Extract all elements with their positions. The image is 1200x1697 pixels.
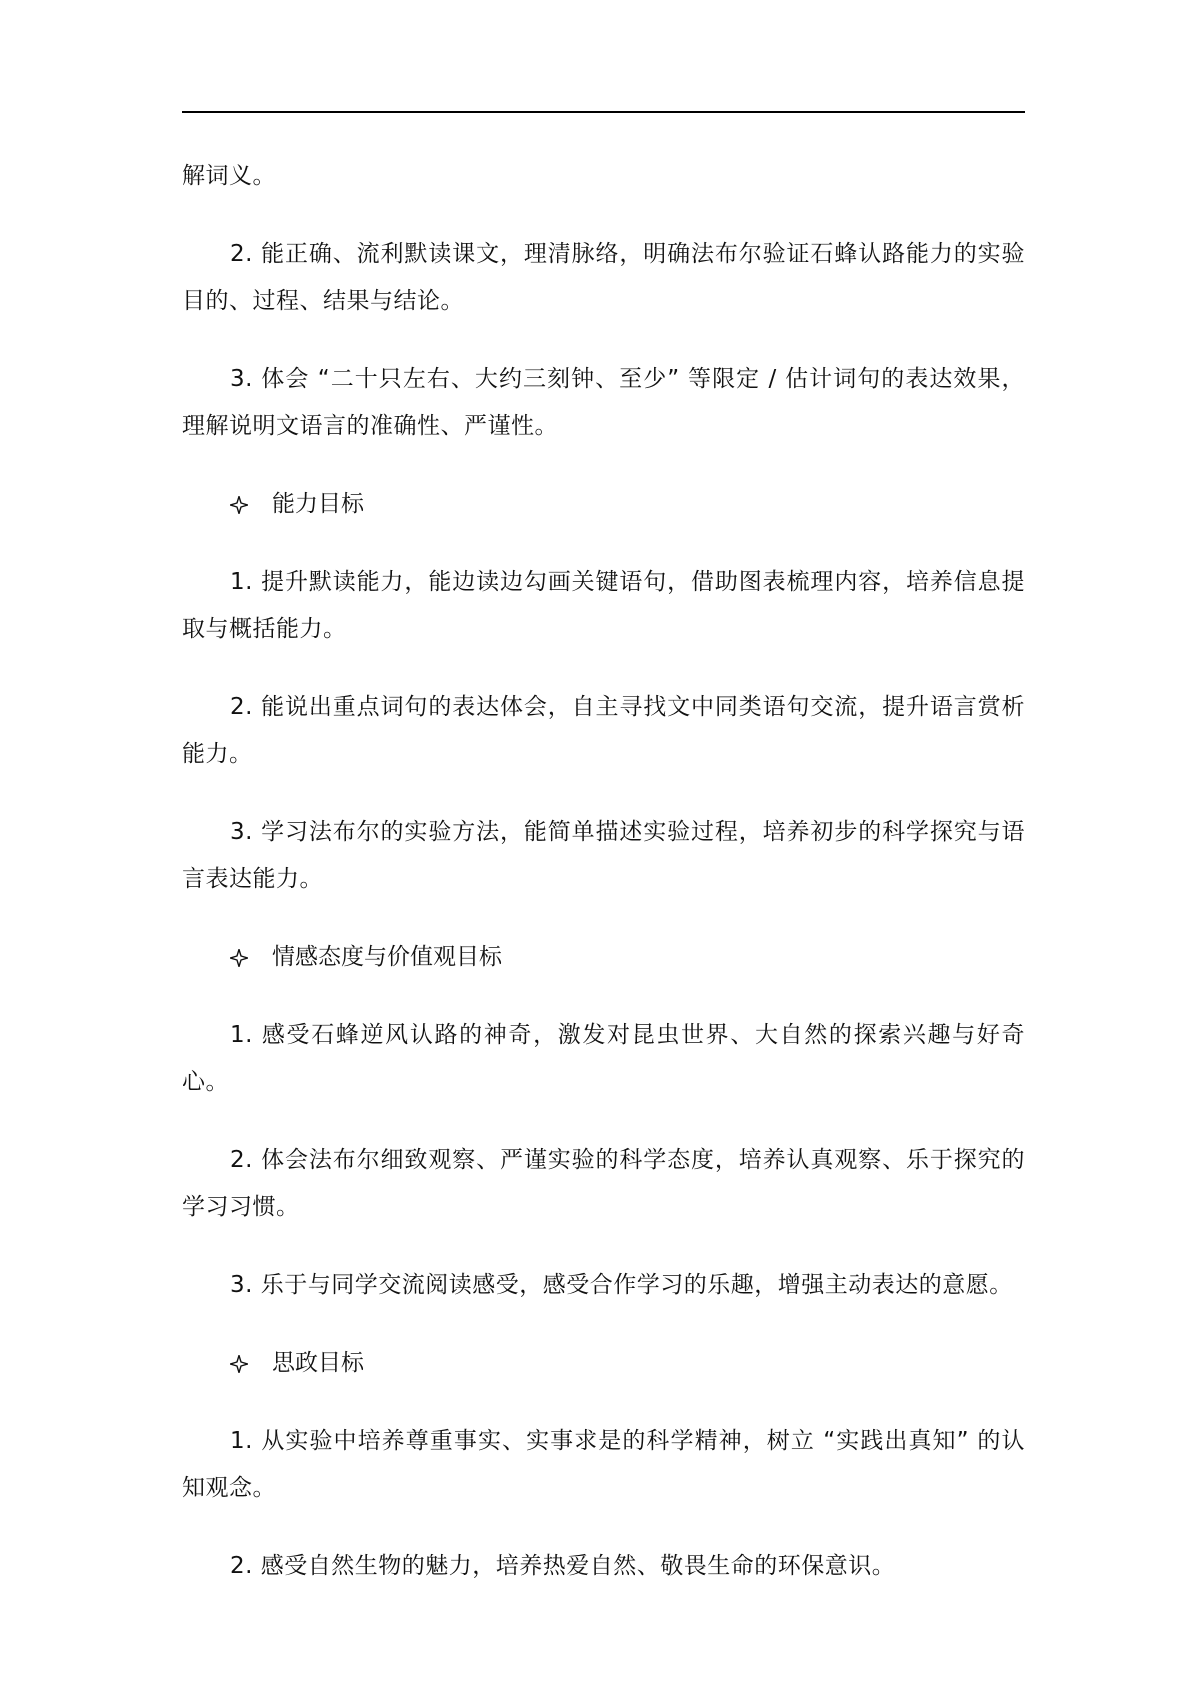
- section-heading-text: 思政目标: [272, 1350, 364, 1376]
- section-heading: [182, 934, 1025, 981]
- paragraph: 3. 体会 “二十只左右、大约三刻钟、至少” 等限定 / 估计词句的表达效果，理解说明文语言的准确性、严谨性。: [182, 366, 1025, 439]
- paragraph: 2. 能正确、流利默读课文，理清脉络，明确法布尔验证石蜂认路能力的实验目的、过程、结果与结论。: [182, 241, 1025, 314]
- diamond-star-icon: [230, 949, 248, 967]
- paragraph: 2. 能说出重点词句的表达体会，自主寻找文中同类语句交流，提升语言赏析能力。: [182, 694, 1025, 767]
- section-heading-text: 能力目标: [272, 491, 364, 517]
- paragraph: 3. 学习法布尔的实验方法，能简单描述实验过程，培养初步的科学探究与语言表达能力。: [182, 819, 1025, 892]
- paragraph: 3. 乐于与同学交流阅读感受，感受合作学习的乐趣，增强主动表达的意愿。: [230, 1272, 1013, 1298]
- paragraph: 2. 感受自然生物的魅力，培养热爱自然、敬畏生命的环保意识。: [230, 1553, 896, 1579]
- paragraph: 1. 从实验中培养尊重事实、实事求是的科学精神，树立 “实践出真知” 的认知观念。: [182, 1428, 1025, 1501]
- document-body: [182, 153, 1025, 1621]
- paragraph: 1. 提升默读能力，能边读边勾画关键语句，借助图表梳理内容，培养信息提取与概括能力。: [182, 569, 1025, 642]
- section-heading: [182, 1340, 1025, 1387]
- paragraph: 解词义。: [182, 163, 276, 189]
- paragraph: 1. 感受石蜂逆风认路的神奇，激发对昆虫世界、大自然的探索兴趣与好奇心。: [182, 1022, 1025, 1095]
- diamond-star-icon: [230, 1355, 248, 1373]
- header-rule: [182, 111, 1025, 113]
- diamond-star-icon: [230, 496, 248, 514]
- paragraph: 2. 体会法布尔细致观察、严谨实验的科学态度，培养认真观察、乐于探究的学习习惯。: [182, 1147, 1025, 1220]
- section-heading-text: 情感态度与价值观目标: [272, 944, 502, 970]
- section-heading: [182, 481, 1025, 528]
